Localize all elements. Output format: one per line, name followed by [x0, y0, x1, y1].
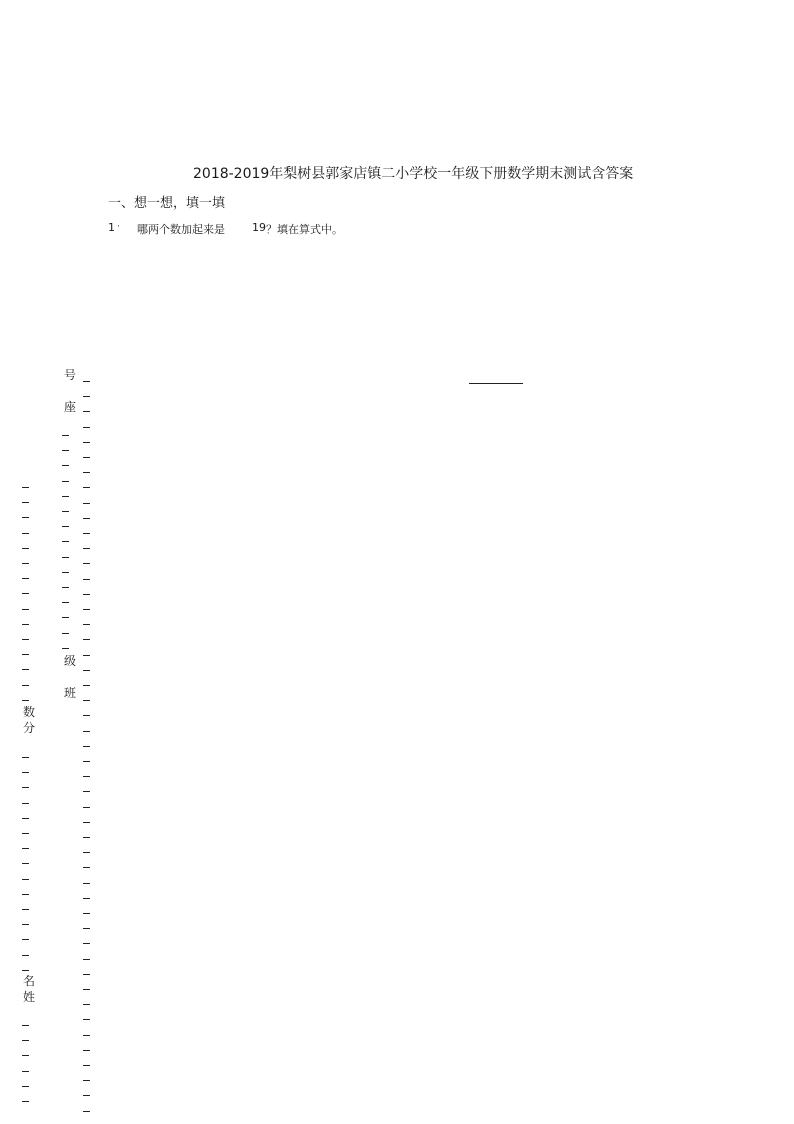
binding-dash [22, 563, 29, 564]
binding-dash [62, 541, 69, 542]
binding-dash [22, 609, 29, 610]
binding-dash [22, 700, 29, 701]
binding-dash [83, 503, 90, 504]
binding-dash [83, 670, 90, 671]
binding-dash [83, 943, 90, 944]
binding-dash [22, 487, 29, 488]
class-label-char-2: 班 [63, 686, 76, 700]
binding-dash [22, 863, 29, 864]
binding-dash [83, 518, 90, 519]
binding-dash [22, 624, 29, 625]
binding-dash [62, 481, 69, 482]
binding-dash [83, 791, 90, 792]
binding-dash [83, 1050, 90, 1051]
name-label-char-2: 姓 [22, 990, 35, 1004]
question-number-suffix: · [117, 222, 120, 232]
binding-dash [83, 457, 90, 458]
binding-dash [62, 602, 69, 603]
binding-dash [22, 593, 29, 594]
binding-dash [83, 989, 90, 990]
binding-dash [83, 594, 90, 595]
binding-dash [22, 970, 29, 971]
binding-dash [22, 848, 29, 849]
binding-dash [62, 435, 69, 436]
binding-dash [83, 807, 90, 808]
question-text: 哪两个数加起来是 [137, 223, 225, 236]
score-label-char-2: 分 [22, 721, 35, 735]
binding-dash [83, 624, 90, 625]
binding-dash [83, 1035, 90, 1036]
binding-dash [83, 579, 90, 580]
question-value: 19 [252, 221, 266, 234]
binding-dash [83, 1004, 90, 1005]
binding-dash [22, 894, 29, 895]
class-label-char-1: 级 [63, 654, 76, 668]
binding-dash [22, 803, 29, 804]
binding-dash [83, 411, 90, 412]
binding-dash [62, 511, 69, 512]
binding-dash [22, 909, 29, 910]
binding-dash [83, 974, 90, 975]
question-text-rest: ？填在算式中。 [266, 223, 343, 236]
binding-dash [22, 502, 29, 503]
answer-blank-line[interactable] [469, 383, 523, 384]
binding-dash [62, 633, 69, 634]
binding-dash [83, 685, 90, 686]
binding-dash [83, 1065, 90, 1066]
binding-dash [83, 822, 90, 823]
binding-dash [83, 731, 90, 732]
binding-dash [22, 654, 29, 655]
binding-dash [83, 1080, 90, 1081]
binding-dash [62, 450, 69, 451]
binding-dash [83, 746, 90, 747]
binding-dash [22, 939, 29, 940]
binding-dash [83, 776, 90, 777]
binding-dash [62, 465, 69, 466]
binding-dash [22, 1086, 29, 1087]
seat-number-label-char-2: 座 [63, 400, 76, 414]
binding-dash [83, 867, 90, 868]
binding-dash [22, 1101, 29, 1102]
binding-dash [22, 772, 29, 773]
binding-dash [83, 913, 90, 914]
binding-dash [83, 883, 90, 884]
binding-dash [83, 715, 90, 716]
binding-dash [83, 959, 90, 960]
seat-number-label-char-1: 号 [63, 368, 76, 382]
binding-dash [83, 761, 90, 762]
name-label-char-1: 名 [22, 974, 35, 988]
binding-dash [22, 548, 29, 549]
binding-dash [22, 517, 29, 518]
binding-dash [22, 879, 29, 880]
binding-dash [83, 533, 90, 534]
binding-dash [62, 496, 69, 497]
binding-dash [83, 396, 90, 397]
document-title: 2018-2019年梨树县郭家店镇二小学校一年级下册数学期末测试含答案 [193, 166, 634, 182]
binding-dash [83, 563, 90, 564]
score-label-char-1: 数 [22, 705, 35, 719]
binding-dash [83, 639, 90, 640]
binding-dash [83, 700, 90, 701]
binding-dash [62, 587, 69, 588]
binding-dash [83, 609, 90, 610]
binding-dash [83, 381, 90, 382]
binding-dash [22, 757, 29, 758]
binding-dash [22, 578, 29, 579]
binding-dash [22, 1071, 29, 1072]
binding-dash [62, 557, 69, 558]
binding-dash [83, 548, 90, 549]
question-number: 1 [108, 221, 115, 234]
binding-dash [83, 928, 90, 929]
binding-dash [62, 526, 69, 527]
binding-dash [22, 669, 29, 670]
section-heading: 一、想一想，填一填 [108, 196, 226, 211]
binding-dash [83, 655, 90, 656]
binding-dash [83, 487, 90, 488]
binding-dash [83, 837, 90, 838]
binding-dash [83, 472, 90, 473]
binding-dash [83, 1111, 90, 1112]
binding-dash [83, 1019, 90, 1020]
binding-dash [83, 427, 90, 428]
binding-dash [83, 898, 90, 899]
binding-dash [62, 648, 69, 649]
binding-dash [22, 685, 29, 686]
binding-dash [22, 533, 29, 534]
binding-dash [22, 818, 29, 819]
binding-dash [22, 1040, 29, 1041]
binding-dash [22, 1055, 29, 1056]
binding-dash [22, 639, 29, 640]
binding-dash [62, 617, 69, 618]
binding-dash [22, 787, 29, 788]
binding-dash [83, 852, 90, 853]
binding-dash [22, 833, 29, 834]
binding-dash [83, 1095, 90, 1096]
binding-dash [83, 442, 90, 443]
binding-dash [62, 572, 69, 573]
binding-dash [22, 924, 29, 925]
binding-dash [22, 1025, 29, 1026]
binding-dash [22, 955, 29, 956]
